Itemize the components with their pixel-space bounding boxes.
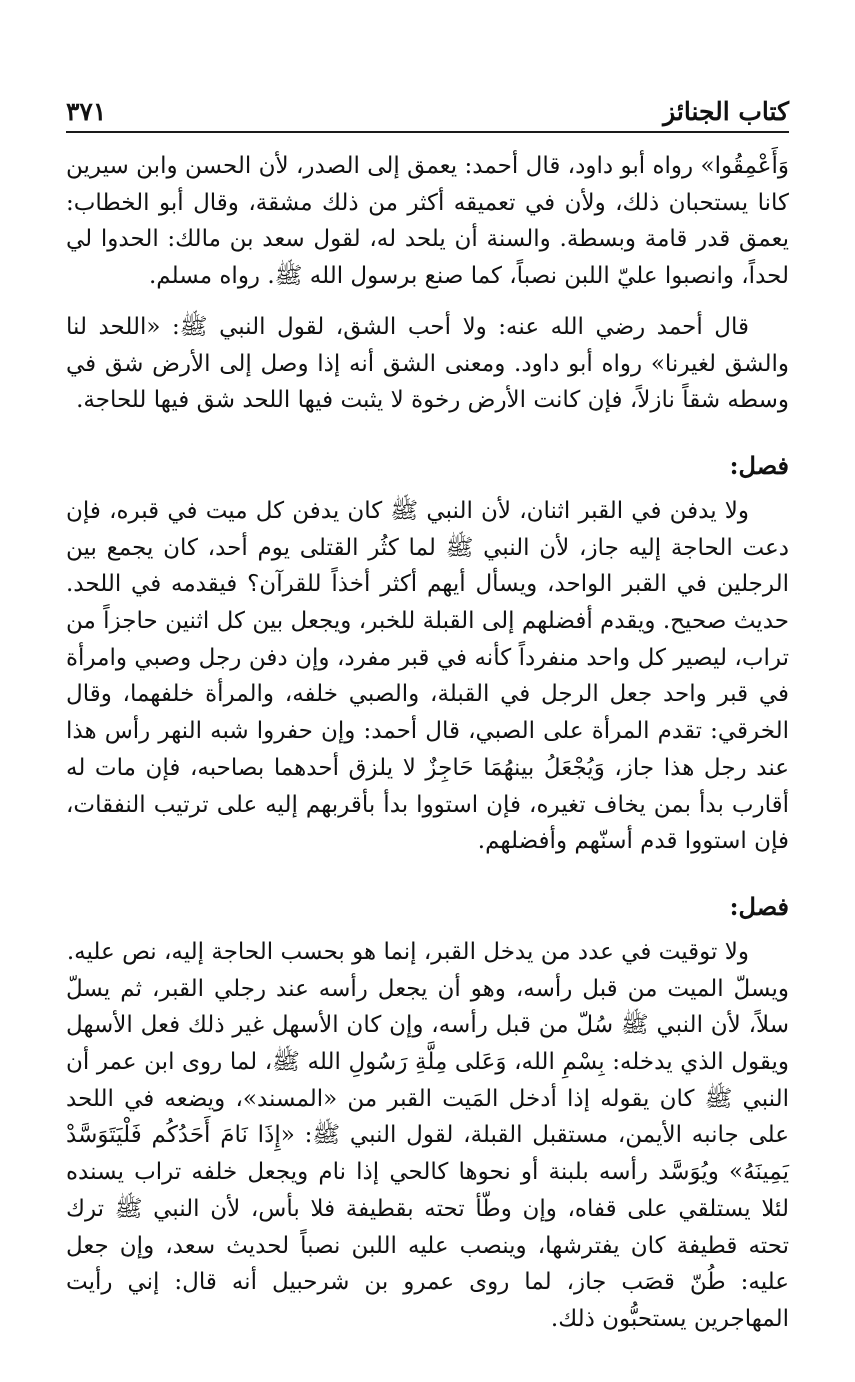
page-body [66, 148, 789, 1338]
page-number: ٣٧١ [66, 97, 107, 126]
paragraph-no-limit: ولا توقيت في عدد من يدخل القبر، إنما هو بحسب الحاجة إليه، نص عليه. [66, 938, 749, 965]
paragraph-burial-two: ولا يدفن في القبر اثنان، لأن النبي ﷺ كان يدفن كل ميت في قبره، فإن دعت الحاجة إليه جاز، لأن النبي ﷺ لما كثُر القتلى يوم أحد، كان يجمع بين الرجلين في القبر الواحد، ويسأل أيهم أكثر أخذاً للقرآن؟ فيقدمه في اللحد. حديث صحيح. ويقدم أفضلهم إلى القبلة للخبر، ويجعل بين كل اثنين حاجزاً من تراب، ليصير كل واحد منفرداً كأنه في قبر مفرد، وإن دفن رجل وصبي وامرأة في قبر واحد جعل الرجل في القبلة، والصبي خلفه، والمرأة خلفهما، وقال الخرقي: تقدم المرأة على الصبي، قال أحمد: وإن حفروا شبه النهر رأس هذا عند رجل هذا جاز، وَيُجْعَلُ بينهُمَا حَاجِزٌ لا يلزق أحدهما بصاحبه، فإن مات له أقارب بدأ بمن يخاف تغيره، فإن استووا بدأ بأقربهم إليه على ترتيب النفقات، فإن استووا قدم أسنّهم وأفضلهم. [66, 497, 789, 855]
paragraph-gap [66, 295, 789, 309]
section-gap [66, 860, 789, 888]
header-rule [66, 131, 789, 133]
book-title: كتاب الجنائز [663, 97, 789, 126]
section-heading-2: فصل: [729, 891, 789, 921]
section-heading-1: فصل: [729, 450, 789, 480]
section-gap [66, 419, 789, 447]
paragraph-lowering: ويسلّ الميت من قبل رأسه، وهو أن يجعل رأسه عند رجلي القبر، ثم يسلّ سلاً، لأن النبي ﷺ سُلّ من قبل رأسه، وإن كان الأسهل غير ذلك فعل الأسهل ويقول الذي يدخله: بِسْمِ الله، وَعَلى مِلَّةِ رَسُولِ الله ﷺ، لما روى ابن عمر أن النبي ﷺ كان يقوله إذا أدخل المَيت القبر من «المسند»، ويضعه في اللحد على جانبه الأيمن، مستقبل القبلة، لقول النبي ﷺ: «إِذَا نَامَ أَحَدُكُم فَلْيَتَوَسَّدْ يَمِينَهُ» ويُوَسَّد رأسه بلبنة أو نحوها كالحي إذا نام ويجعل خلفه تراب يسنده لئلا يستلقي على قفاه، وإن وطّأ تحته بقطيفة فلا بأس، لأن النبي ﷺ ترك تحته قطيفة كان يفترشها، وينصب عليه اللبن نصباً لحديث سعد، وإن جعل عليه: طُنّ قصَب جاز، لما روى عمرو بن شرحبيل أنه قال: إني رأيت المهاجرين يستحبُّون ذلك. [66, 975, 789, 1332]
running-header [66, 86, 789, 128]
paragraph-continued: وَأَعْمِقُوا» رواه أبو داود، قال أحمد: يعمق إلى الصدر، لأن الحسن وابن سيرين كانا يستحبان ذلك، ولأن في تعميقه أكثر من ذلك مشقة، وقال أبو الخطاب: يعمق قدر قامة وبسطة. والسنة أن يلحد له، لقول سعد بن مالك: الحدوا لي لحداً، وانصبوا عليّ اللبن نصباً، كما صنع برسول الله ﷺ. رواه مسلم. [66, 153, 789, 290]
paragraph-lahd: قال أحمد رضي الله عنه: ولا أحب الشق، لقول النبي ﷺ: «اللحد لنا والشق لغيرنا» رواه أبو داود. ومعنى الشق أنه إذا وصل إلى الأرض شق في وسطه شقاً نازلاً، فإن كانت الأرض رخوة لا يثبت فيها اللحد شق فيها للحاجة. [66, 313, 789, 414]
